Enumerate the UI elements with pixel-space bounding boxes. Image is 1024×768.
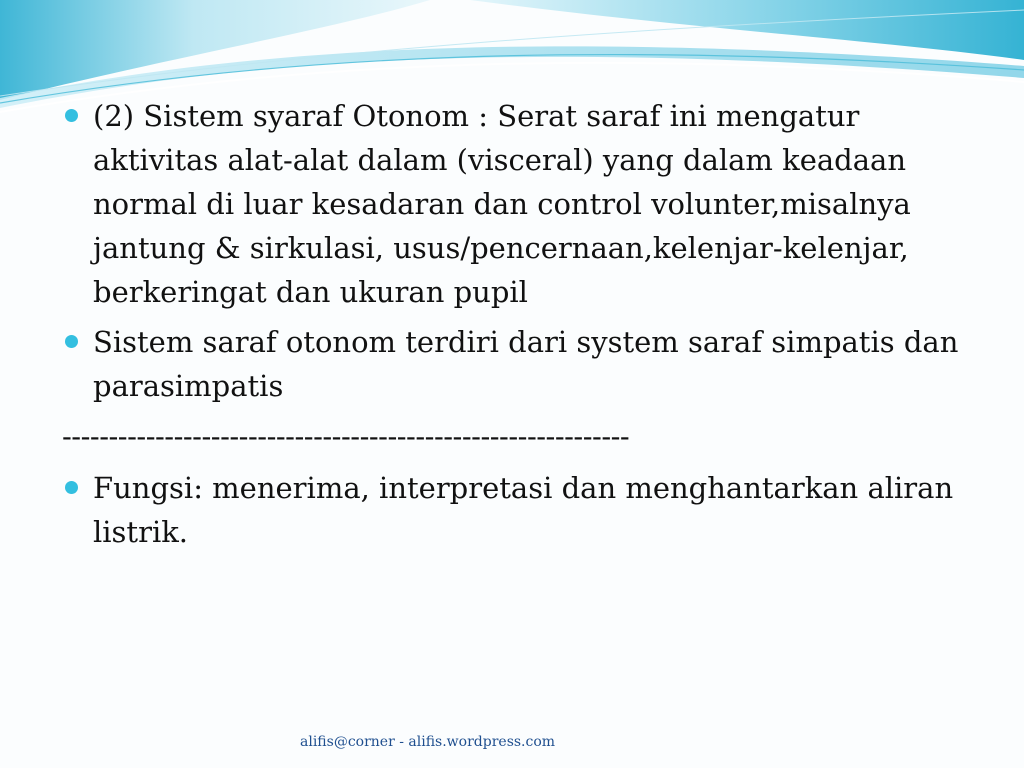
slide-body (62, 94, 972, 560)
bullet-text: Sistem saraf otonom terdiri dari system saraf simpatis dan parasimpatis (93, 325, 959, 403)
bullet-item (62, 466, 972, 554)
bullet-item (62, 94, 972, 314)
bullet-dot-icon (65, 109, 78, 122)
bullet-item (62, 320, 972, 408)
footer-text: alifis@corner - alifis.wordpress.com (300, 734, 556, 750)
bullet-text: (2) Sistem syaraf Otonom : Serat saraf ini mengatur aktivitas alat-alat dalam (visceral) yang dalam keadaan normal di luar kesadaran dan control volunter,misalnya jantung & sirkulasi, usus/pencernaan,kelenjar-kelenjar, berkeringat dan ukuran pupil (93, 99, 911, 309)
dashed-separator: ------------------------------------------------------------- (62, 419, 630, 453)
bullet-text: Fungsi: menerima, interpretasi dan menghantarkan aliran listrik. (93, 471, 954, 549)
bullet-dot-icon (65, 481, 78, 494)
bullet-dot-icon (65, 335, 78, 348)
